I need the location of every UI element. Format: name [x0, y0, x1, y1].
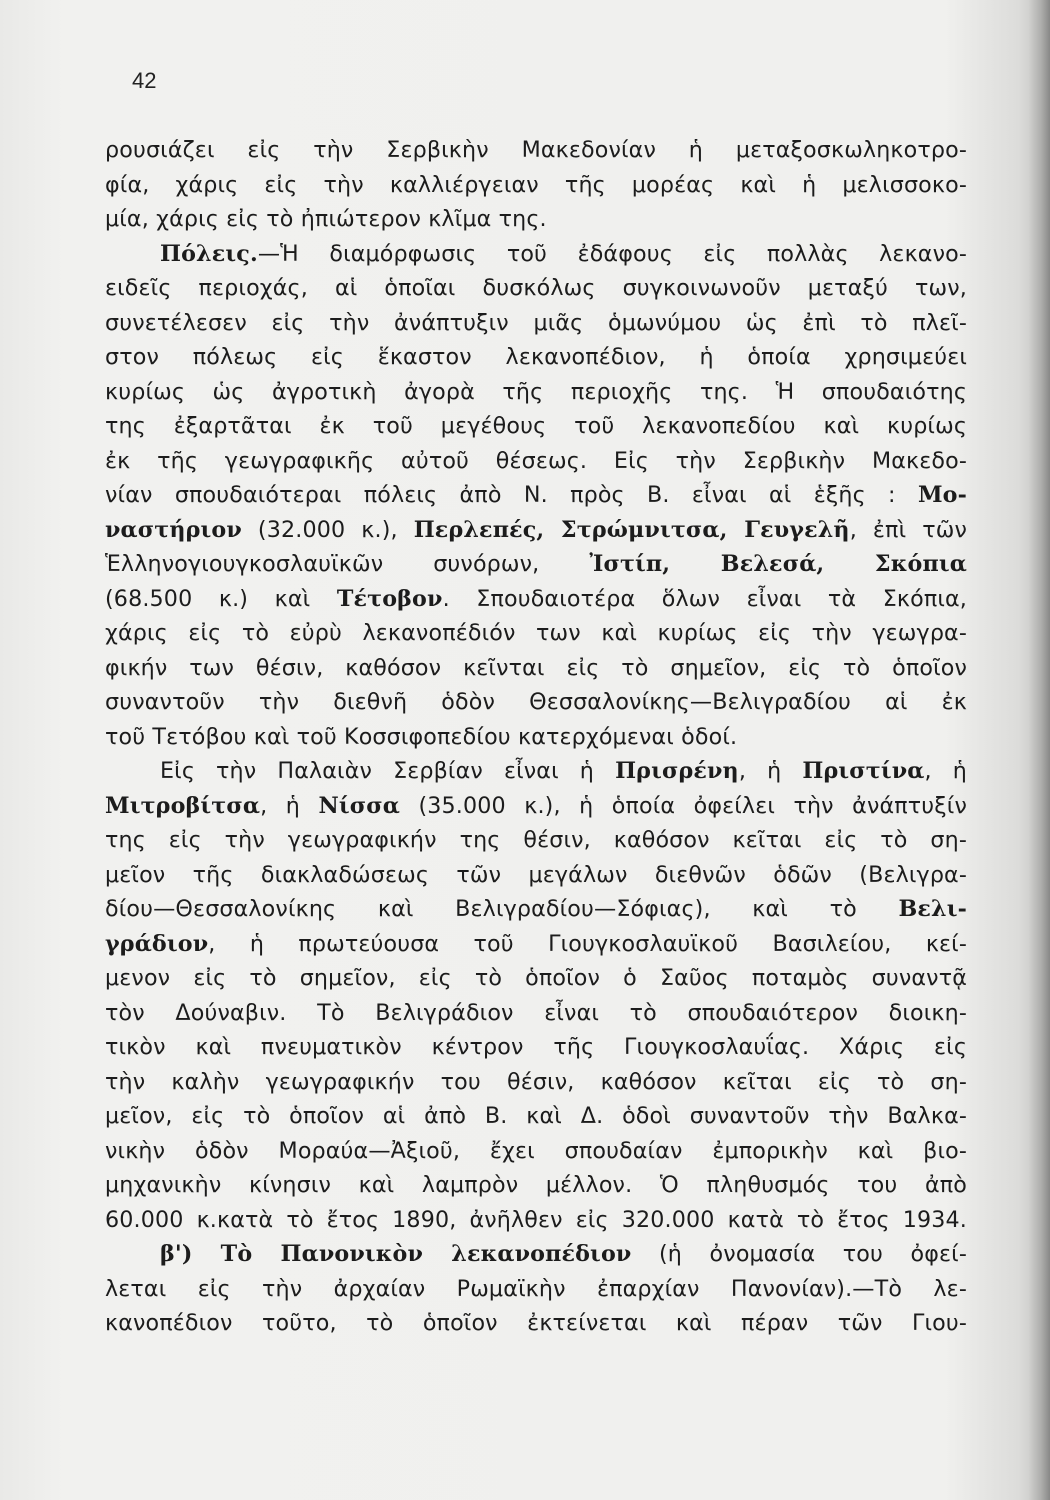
text-run: δίου—Θεσσαλονίκης καὶ Βελιγραδίου—Σόφιας), καὶ τὸ [105, 896, 899, 922]
text-line [105, 616, 967, 651]
text-run: , ἡ [738, 758, 803, 784]
text-line [105, 582, 967, 617]
text-run: (ἡ ὀνομασία του ὀφεί- [631, 1241, 967, 1267]
text-line [105, 685, 967, 720]
text-run: κυρίως ὡς ἀγροτικὴ ἀγορὰ τῆς περιοχῆς της. Ἡ σπουδαιότης [105, 378, 967, 405]
text-run: μηχανικὴν κίνησιν καὶ λαμπρὸν μέλλον. Ὁ πληθυσμός του ἀπὸ [105, 1172, 967, 1198]
text-run: (32.000 κ.), [241, 516, 414, 543]
text-run: , ἡ [924, 758, 967, 784]
text-line [105, 1306, 967, 1341]
text-run: φία, χάρις εἰς τὴν καλλιέργειαν τῆς μορέας καὶ ἡ μελισσοκο- [105, 171, 967, 198]
bold-text-run: Νίσσα [318, 792, 400, 819]
text-line [105, 996, 967, 1031]
bold-text-run: ναστήριον [105, 516, 242, 543]
text-line [105, 1272, 967, 1307]
text-run: μενον εἰς τὸ σημεῖον, εἰς τὸ ὁποῖον ὁ Σαῦος ποταμὸς συναντᾷ [105, 965, 967, 991]
text-run: νίαν σπουδαιότεραι πόλεις ἀπὸ Ν. πρὸς Β. εἶναι αἱ ἑξῆς : [105, 482, 918, 508]
text-run: (68.500 κ.) καὶ [105, 585, 337, 612]
text-line [105, 1099, 967, 1134]
text-line [105, 754, 967, 789]
text-run: μεῖον τῆς διακλαδώσεως τῶν μεγάλων διεθνῶν ὁδῶν (Βελιγρα- [105, 861, 967, 888]
text-run: τικὸν καὶ πνευματικὸν κέντρον τῆς Γιουγκοσλαυΐας. Χάρις εἰς [105, 1034, 967, 1060]
bold-text-run: Μιτροβίτσα [105, 792, 261, 819]
text-run: φικήν των θέσιν, καθόσον κεῖνται εἰς τὸ σημεῖον, εἰς τὸ ὁποῖον [105, 654, 967, 681]
text-line [105, 1030, 967, 1065]
text-line [105, 1134, 967, 1169]
text-line [105, 789, 967, 824]
text-run: λεται εἰς τὴν ἀρχαίαν Ρωμαϊκὴν ἐπαρχίαν Πανονίαν).—Τὸ λε- [105, 1275, 967, 1302]
bold-text-run: Μο- [917, 482, 967, 508]
text-run: , ἐπὶ τῶν [849, 516, 968, 543]
text-run: (35.000 κ.), ἡ ὁποία ὀφείλει τὴν ἀνάπτυξίν [400, 792, 967, 819]
text-run: κανοπέδιον τοῦτο, τὸ ὁποῖον ἐκτείνεται καὶ πέραν τῶν Γιου- [105, 1310, 967, 1336]
body-text [105, 133, 967, 1341]
bold-text-run: β') Τὸ Πανονικὸν λεκανοπέδιον [160, 1241, 632, 1267]
text-line [105, 927, 967, 962]
text-line [105, 513, 967, 548]
page-spine-shadow [1028, 0, 1050, 1500]
text-line [105, 720, 967, 755]
text-run: μία, χάρις εἰς τὸ ἠπιώτερον κλῖμα της. [105, 206, 547, 232]
text-line [105, 1168, 967, 1203]
text-line [105, 478, 967, 513]
bold-text-run: γράδιον [105, 930, 209, 957]
text-line [105, 651, 967, 686]
text-line [105, 375, 967, 410]
text-run: συναντοῦν τὴν διεθνῆ ὁδὸν Θεσσαλονίκης—Βελιγραδίου αἱ ἐκ [105, 689, 967, 715]
text-run: ειδεῖς περιοχάς, αἱ ὁποῖαι δυσκόλως συγκοινωνοῦν μεταξύ των, [105, 275, 967, 301]
text-line [105, 547, 967, 582]
bold-text-run: Πόλεις. [160, 240, 258, 267]
text-run: στον πόλεως εἰς ἕκαστον λεκανοπέδιον, ἡ ὁποία χρησιμεύει [105, 344, 967, 370]
text-line [105, 409, 967, 444]
bold-text-run: Βελι- [898, 896, 967, 922]
text-line [105, 202, 967, 237]
text-run: ρουσιάζει εἰς τὴν Σερβικὴν Μακεδονίαν ἡ μεταξοσκωληκοτρο- [105, 137, 967, 163]
text-run: 60.000 κ.κατὰ τὸ ἔτος 1890, ἀνῆλθεν εἰς 320.000 κατὰ τὸ ἔτος 1934. [105, 1206, 967, 1233]
bold-text-run: Πριστίνα [802, 758, 925, 784]
text-run: , ἡ πρωτεύουσα τοῦ Γιουγκοσλαυϊκοῦ Βασιλείου, κεί- [208, 930, 967, 957]
text-line [105, 1237, 967, 1272]
text-run: Ἑλληνογιουγκοσλαυϊκῶν συνόρων, [105, 551, 590, 577]
text-line [105, 168, 967, 203]
text-line [105, 1065, 967, 1100]
text-line [105, 444, 967, 479]
text-line [105, 271, 967, 306]
text-run: τὴν καλὴν γεωγραφικήν του θέσιν, καθόσον κεῖται εἰς τὸ ση- [105, 1068, 967, 1095]
text-run: Εἰς τὴν Παλαιὰν Σερβίαν εἶναι ἡ [160, 758, 616, 784]
bold-text-run: Ἰστίπ, Βελεσά, Σκόπια [589, 551, 967, 577]
text-run: . Σπουδαιοτέρα ὅλων εἶναι τὰ Σκόπια, [442, 585, 967, 612]
text-run: , ἡ [260, 792, 319, 819]
page-number: 42 [132, 68, 157, 93]
text-line [105, 237, 967, 272]
text-line [105, 340, 967, 375]
text-run: τοῦ Τετόβου καὶ τοῦ Κοσσιφοπεδίου κατερχόμεναι ὁδοί. [105, 723, 738, 750]
text-line [105, 961, 967, 996]
text-line [105, 823, 967, 858]
text-run: συνετέλεσεν εἰς τὴν ἀνάπτυξιν μιᾶς ὁμωνύμου ὡς ἐπὶ τὸ πλεῖ- [105, 309, 967, 336]
text-line [105, 306, 967, 341]
text-run: της εἰς τὴν γεωγραφικήν της θέσιν, καθόσον κεῖται εἰς τὸ ση- [105, 827, 967, 853]
bold-text-run: Περλεπές, Στρώμνιτσα, Γευγελῆ [413, 516, 850, 543]
text-line [105, 858, 967, 893]
text-run: χάρις εἰς τὸ εὐρὺ λεκανοπέδιόν των καὶ κυρίως εἰς τὴν γεωγρα- [105, 620, 967, 646]
bold-text-run: Πρισρένη [615, 758, 739, 784]
text-run: μεῖον, εἰς τὸ ὁποῖον αἱ ἀπὸ Β. καὶ Δ. ὁδοὶ συναντοῦν τὴν Βαλκα- [105, 1103, 967, 1129]
text-line [105, 892, 967, 927]
text-run: τὸν Δούναβιν. Τὸ Βελιγράδιον εἶναι τὸ σπουδαιότερον διοικη- [105, 999, 967, 1026]
text-line [105, 133, 967, 168]
bold-text-run: Τέτοβον [336, 585, 443, 612]
text-run: της ἐξαρτᾶται ἐκ τοῦ μεγέθους τοῦ λεκανοπεδίου καὶ κυρίως [105, 413, 967, 439]
text-line [105, 1203, 967, 1238]
text-run: ἐκ τῆς γεωγραφικῆς αὐτοῦ θέσεως. Εἰς τὴν Σερβικὴν Μακεδο- [105, 447, 967, 474]
text-run: —Ἡ διαμόρφωσις τοῦ ἐδάφους εἰς πολλὰς λεκανο- [257, 240, 967, 267]
text-run: νικὴν ὁδὸν Μοραύα—Ἀξιοῦ, ἔχει σπουδαίαν ἐμπορικὴν καὶ βιο- [105, 1137, 967, 1164]
